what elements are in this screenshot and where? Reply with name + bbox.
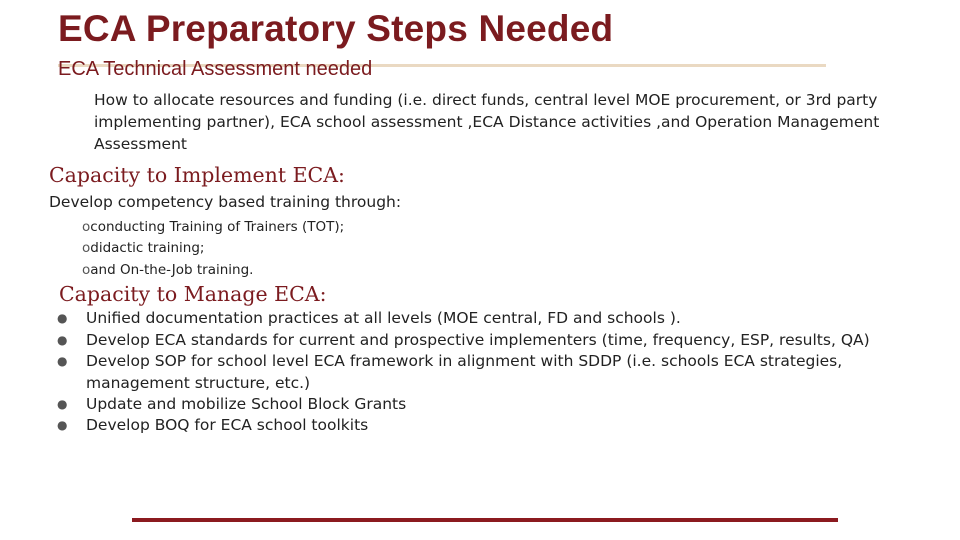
bullet-icon: ● (57, 333, 68, 347)
capacity-implement-heading: Capacity to Implement ECA: (49, 163, 345, 187)
training-list-item (82, 219, 344, 235)
training-item-text: and On-the-Job training. (90, 262, 254, 278)
manage-item-text: Develop SOP for school level ECA framework in alignment with SDDP (i.e. schools ECA strategies, management structure, etc.) (86, 352, 843, 392)
manage-list-item (57, 393, 906, 415)
training-item-text: conducting Training of Trainers (TOT); (90, 219, 345, 235)
manage-list-item (57, 329, 906, 351)
section-subtitle: ECA Technical Assessment needed (58, 58, 373, 80)
manage-list-item (57, 350, 906, 394)
capacity-manage-heading: Capacity to Manage ECA: (59, 282, 327, 306)
circle-bullet-icon: o (82, 219, 91, 235)
training-item-text: didactic training; (90, 240, 205, 256)
slide-title: ECA Preparatory Steps Needed (58, 8, 614, 49)
circle-bullet-icon: o (82, 262, 91, 278)
capacity-implement-intro: Develop competency based training through: (49, 193, 402, 211)
bottom-divider (132, 518, 838, 522)
manage-item-text: Unified documentation practices at all levels (MOE central, FD and schools ). (86, 309, 681, 327)
bullet-icon: ● (57, 354, 68, 368)
bullet-icon: ● (57, 418, 68, 432)
assessment-paragraph: How to allocate resources and funding (i.e. direct funds, central level MOE procurement, or 3rd party implementing partner), ECA school assessment ,ECA Distance activities ,and Operation Management Assessment (94, 91, 880, 153)
training-list-item (82, 262, 253, 278)
bullet-icon: ● (57, 397, 68, 411)
training-list-item (82, 240, 204, 256)
circle-bullet-icon: o (82, 240, 91, 256)
bullet-icon: ● (57, 311, 68, 325)
manage-item-text: Develop ECA standards for current and prospective implementers (time, frequency, ESP, results, QA) (86, 331, 870, 349)
manage-list-item (57, 414, 906, 436)
manage-item-text: Update and mobilize School Block Grants (86, 395, 407, 413)
manage-list-item (57, 307, 906, 329)
manage-item-text: Develop BOQ for ECA school toolkits (86, 416, 369, 434)
